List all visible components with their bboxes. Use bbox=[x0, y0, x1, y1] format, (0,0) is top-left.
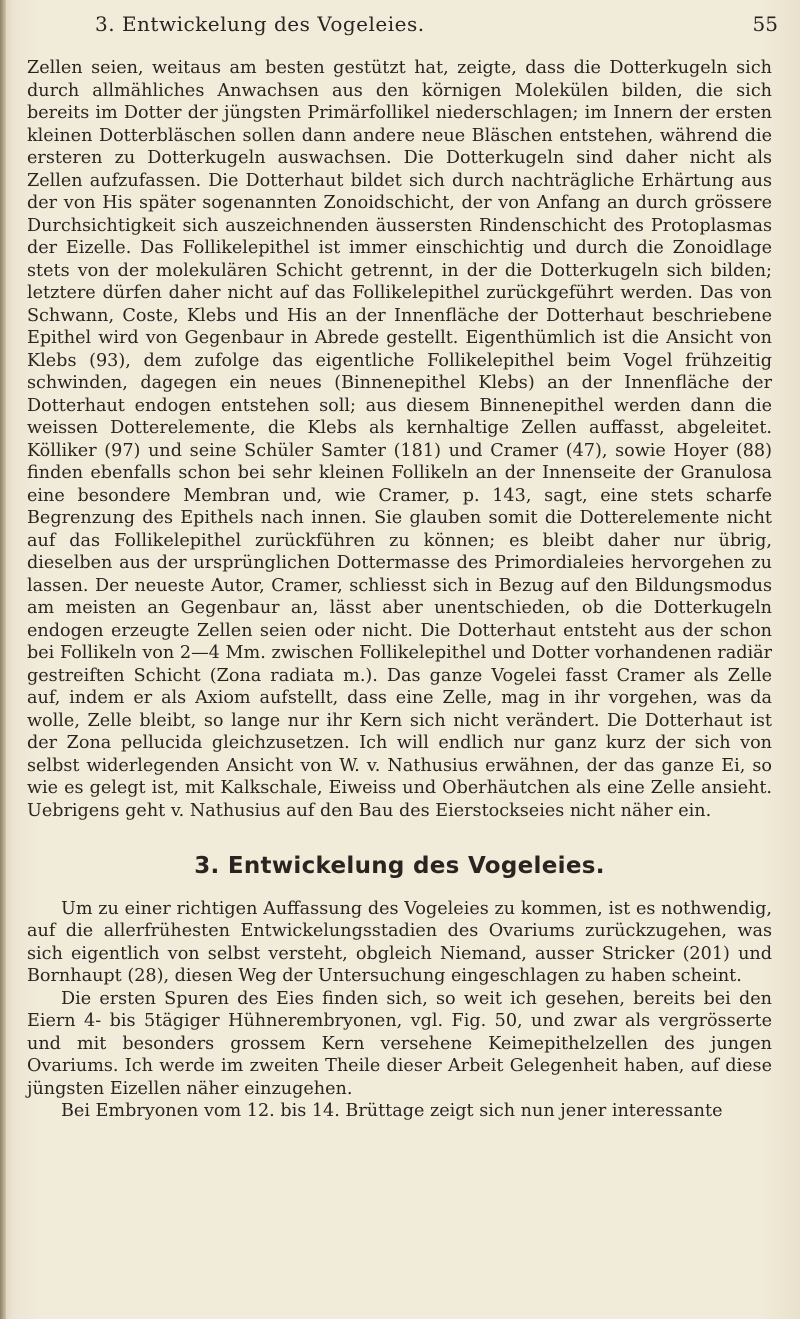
book-spine-shadow bbox=[0, 0, 6, 1319]
paragraph: Die ersten Spuren des Eies finden sich, so weit ich gesehen, bereits bei den Eiern 4- bis 5tägiger Hühnerembryonen, vgl. Fig. 50, und zwar als vergrösserte und mit besonders grossem Kern versehene Keimepithelzellen des jungen Ovariums. Ich werde im zweiten Theile dieser Arbeit Gelegenheit haben, auf diese jüngsten Eizellen näher einzugehen. bbox=[27, 988, 772, 1099]
page-header bbox=[0, 12, 800, 42]
page-number: 55 bbox=[752, 12, 778, 36]
paragraph: Bei Embryonen vom 12. bis 14. Brüttage zeigt sich nun jener interessante bbox=[61, 1101, 723, 1121]
section-heading: 3. Entwickelung des Vogeleies. bbox=[194, 853, 605, 879]
paragraph: Um zu einer richtigen Auffassung des Vogeleies zu kommen, ist es nothwendig, auf die allerfrühesten Entwickelungsstadien des Ovariums zurückzugehen, was sich eigentlich von selbst versteht, obgleich Niemand, ausser Stricker (201) und Bornhaupt (28), diesen Weg der Untersuchung eingeschlagen zu haben scheint. bbox=[27, 898, 772, 986]
body-text bbox=[27, 57, 772, 1123]
running-title: 3. Entwickelung des Vogeleies. bbox=[95, 12, 425, 36]
paragraph-continued: Zellen seien, weitaus am besten gestützt hat, zeigte, dass die Dotterkugeln sich durch allmähliches Anwachsen aus den körnigen Molekülen bilden, die sich bereits im Dotter der jüngsten Primärfollikel niederschlagen; im Innern der ersten kleinen Dotterbläschen sollen dann andere neue Bläschen entstehen, während die ersteren zu Dotterkugeln auswachsen. Die Dotterkugeln sind daher nicht als Zellen aufzufassen. Die Dotterhaut bildet sich durch nachträgliche Erhärtung aus der von His später sogenannten Zonoidschicht, der von Anfang an durch grössere Durchsichtigkeit sich auszeichnenden äussersten Rindenschicht des Protoplasmas der Eizelle. Das Follikelepithel ist immer einschichtig und durch die Zonoidlage stets von der molekulären Schicht getrennt, in der die Dotterkugeln sich bilden; letztere dürfen daher nicht auf das Follikelepithel zurückgeführt werden. Das von Schwann, Coste, Klebs und His an der Innenfläche der Dotterhaut beschriebene Epithel wird von Gegenbaur in Abrede gestellt. Eigenthümlich ist die Ansicht von Klebs (93), dem zufolge das eigentliche Follikelepithel beim Vogel frühzeitig schwinden, dagegen ein neues (Binnenepithel Klebs) an der Innenfläche der Dotterhaut endogen entstehen soll; aus diesem Binnenepithel werden dann die weissen Dotterelemente, die Klebs als kernhaltige Zellen auffasst, abgeleitet. Kölliker (97) und seine Schüler Samter (181) und Cramer (47), sowie Hoyer (88) finden ebenfalls schon bei sehr kleinen Follikeln an der Innenseite der Granulosa eine besondere Membran und, wie Cramer, p. 143, sagt, eine stets scharfe Begrenzung des Epithels nach innen. Sie glauben somit die Dotterelemente nicht auf das Follikelepithel zurückführen zu können; es bleibt daher nur übrig, dieselben aus der ursprünglichen Dottermasse des Primordialeies hervorgehen zu lassen. Der neueste Autor, Cramer, schliesst sich in Bezug auf den Bildungsmodus am meisten an Gegenbaur an, lässt aber unentschieden, ob die Dotterkugeln endogen erzeugte Zellen seien oder nicht. Die Dotterhaut entsteht aus der schon bei Follikeln von 2—4 Mm. zwischen Follikelepithel und Dotter vorhandenen radiär gestreiften Schicht (Zona radiata m.). Das ganze Vogelei fasst Cramer als Zelle auf, indem er als Axiom aufstellt, dass eine Zelle, mag in ihr vorgehen, was da wolle, Zelle bleibt, so lange nur ihr Kern sich nicht verändert. Die Dotterhaut ist der Zona pellucida gleichzusetzen. Ich will endlich nur ganz kurz der sich von selbst widerlegenden Ansicht von W. v. Nathusius erwähnen, der das ganze Ei, so wie es gelegt ist, mit Kalkschale, Eiweiss und Oberhäutchen als eine Zelle ansieht. Uebrigens geht v. Nathusius auf den Bau des Eierstockseies nicht näher ein. bbox=[27, 58, 772, 821]
